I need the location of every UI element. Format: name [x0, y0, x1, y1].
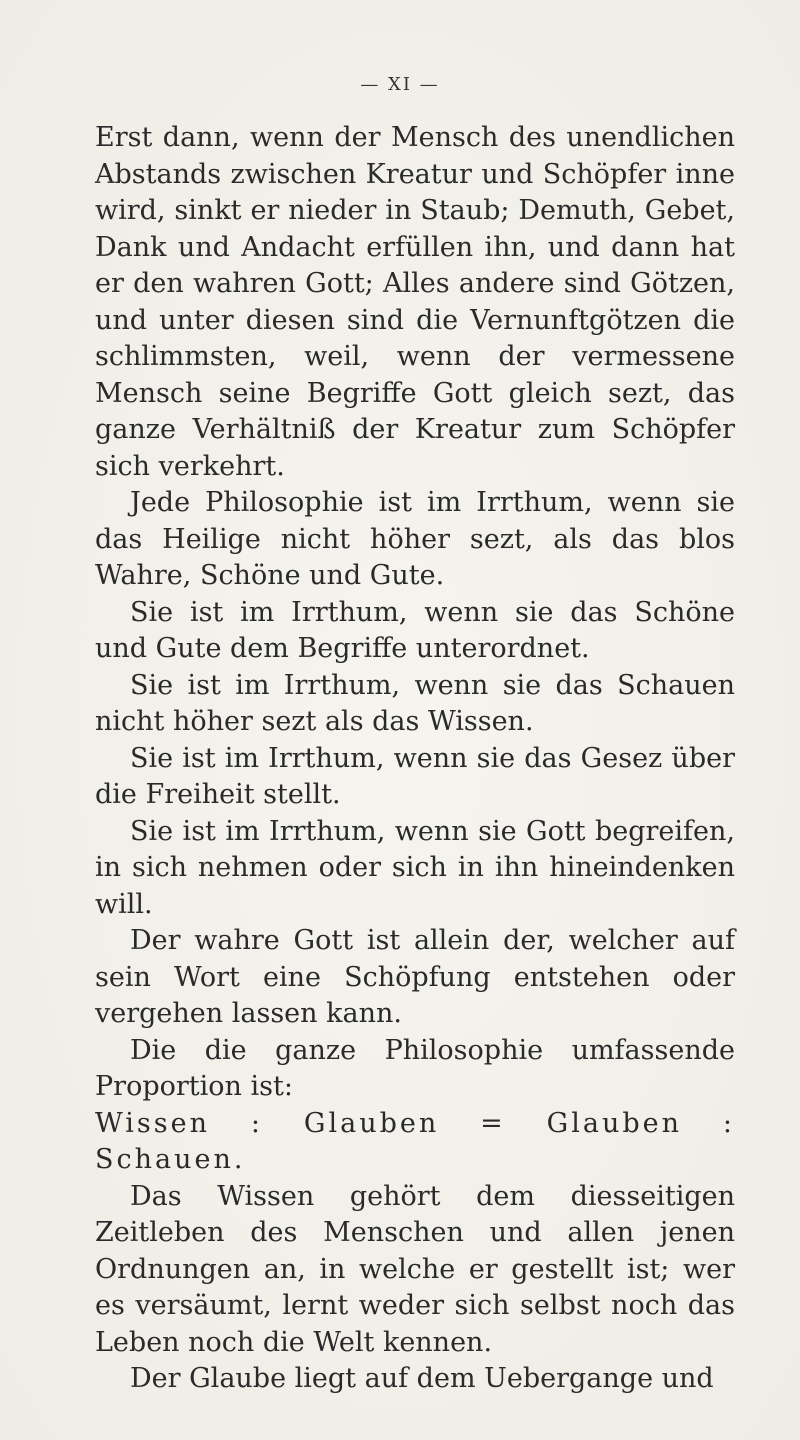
paragraph: Sie ist im Irrthum, wenn sie das Schauen nicht höher sezt als das Wissen.: [95, 669, 735, 737]
proportion-formula: Wissen : Glauben = Glauben : Schauen.: [95, 1107, 735, 1175]
paragraph: Sie ist im Irrthum, wenn sie Gott begreifen, in sich nehmen oder sich in ihn hineindenken will.: [95, 815, 735, 920]
paragraph: Jede Philosophie ist im Irrthum, wenn sie das Heilige nicht höher sezt, als das blos Wahre, Schöne und Gute.: [95, 487, 735, 591]
paragraph: Die die ganze Philosophie umfassende Proportion ist:: [95, 1034, 735, 1102]
paragraph: Der Glaube liegt auf dem Uebergange und: [130, 1363, 714, 1394]
paragraph: Sie ist im Irrthum, wenn sie das Schöne und Gute dem Begriffe unterordnet.: [95, 596, 735, 664]
paragraph: Erst dann, wenn der Mensch des unendlichen Abstands zwischen Kreatur und Schöpfer inne wird, sinkt er nieder in Staub; Demuth, Gebet, Dank und Andacht erfüllen ihn, und dann hat er den wahren Gott; Alles andere sind Götzen, und unter diesen sind die Vernunftgötzen die schlimmsten, weil, wenn der vermessene Mensch seine Begriffe Gott gleich sezt, das ganze Verhältniß der Kreatur zum Schöpfer sich verkehrt.: [95, 122, 735, 482]
paragraph: Der wahre Gott ist allein der, welcher auf sein Wort eine Schöpfung entstehen oder vergehen lassen kann.: [95, 925, 735, 1029]
body-text: [95, 120, 735, 1398]
paragraph: Sie ist im Irrthum, wenn sie das Gesez über die Freiheit stellt.: [95, 742, 735, 810]
page-number: — XI —: [360, 74, 440, 95]
paragraph: Das Wissen gehört dem diesseitigen Zeitleben des Menschen und allen jenen Ordnungen an, in welche er gestellt ist; wer es versäumt, lernt weder sich selbst noch das Leben noch die Welt kennen.: [95, 1180, 735, 1358]
